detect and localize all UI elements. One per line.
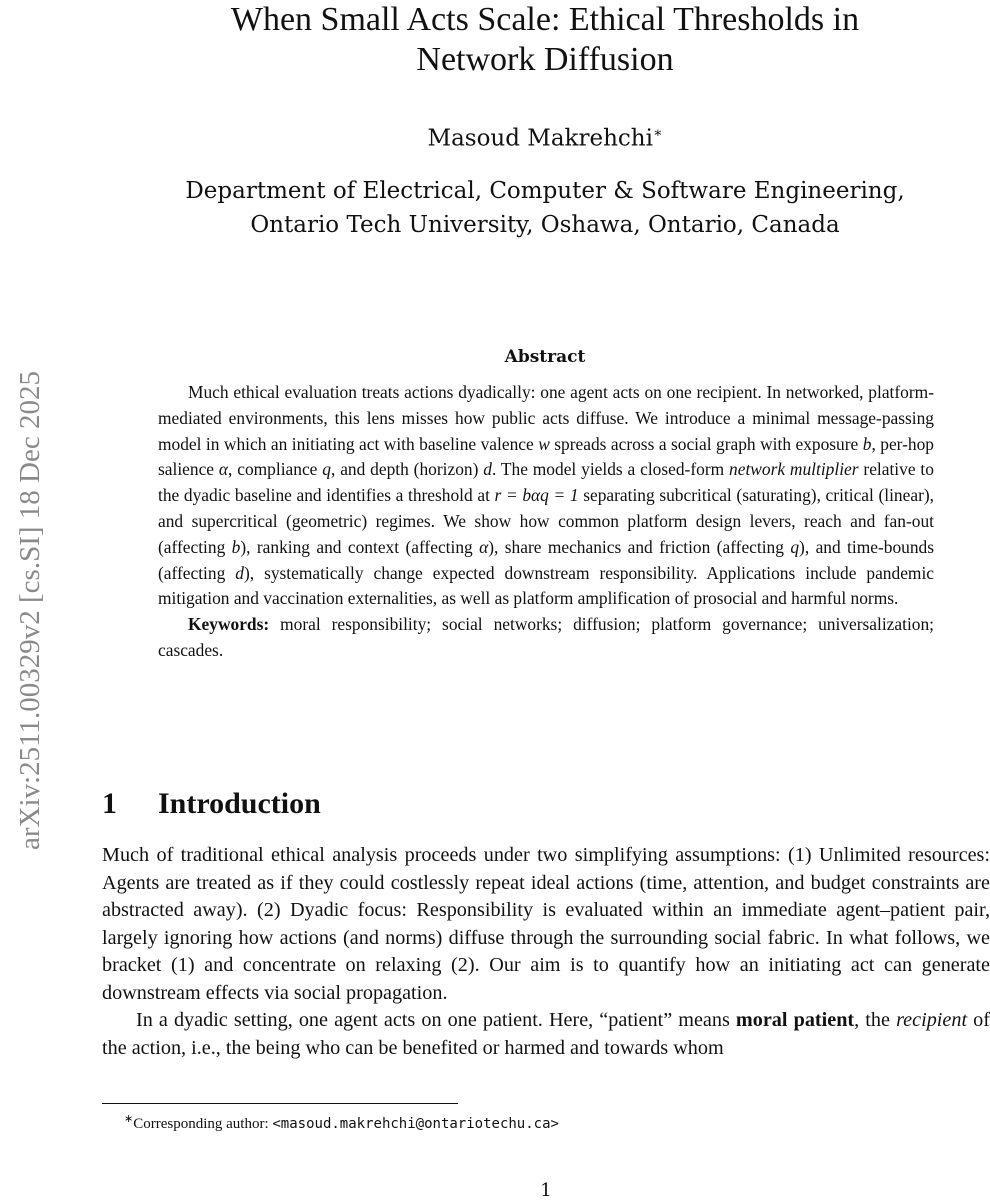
bold-term: moral patient [735,1009,855,1031]
affiliation-line-2: Ontario Tech University, Oshawa, Ontario, Canada [250,212,840,238]
math-var: α [479,536,489,557]
author-email: <masoud.makrehchi@ontariotechu.ca> [272,1116,559,1132]
abstract-text: , and depth (horizon) [330,459,484,480]
math-var: α [218,459,229,480]
author-footnote-mark: ∗ [652,125,663,141]
threshold-formula: r = bαq = 1 [494,485,579,506]
arxiv-sidebar-stamp [8,205,52,850]
abstract-text: , compliance [228,459,323,480]
abstract-text: separating subcritical (saturating), critical (linear), and supercritical (geometric) regimes. We show how common platform design levers, reach and fan-out (affecting [158,485,934,557]
abstract-heading: Abstract [504,347,586,367]
abstract-paragraph [158,380,934,612]
abstract-text: . The model yields a closed-form [491,459,730,480]
math-var: d [483,459,492,480]
page-number: 1 [540,1180,552,1201]
intro-paragraph-1: Much of traditional ethical analysis proceeds under two simplifying assumptions: (1) Unlimited resources: Agents are treated as if they could costlessly repeat ideal actions (time, attention, and budget constraints are abstracted away). (2) Dyadic focus: Responsibility is evaluated within an immediate agent–patient pair, largely ignoring how actions (and norms) diffuse through the surrounding social fabric. In what follows, we bracket (1) and concentrate on relaxing (2). Our aim is to quantify how an initiating act can generate downstream effects via social propagation. [102,844,990,1004]
intro-paragraph-2 [102,1007,990,1062]
author-line [130,118,960,154]
title-line-2: Network Diffusion [416,41,674,78]
section-number: 1 [102,787,117,820]
footnote [124,1108,559,1135]
body-text-run: In a dyadic setting, one agent acts on one patient. Here, “patient” means [136,1009,736,1031]
footnote-divider [102,1103,458,1104]
keywords [158,612,934,664]
title-line-1: When Small Acts Scale: Ethical Thresholds in [230,1,860,38]
footnote-mark: ∗ [124,1113,134,1125]
footnote-label: Corresponding author: [133,1116,273,1132]
math-var: b [862,433,872,454]
abstract-text: spreads across a social graph with exposure [549,433,863,454]
italic-term: recipient [896,1009,968,1031]
introduction-body [102,842,990,1062]
abstract-text: , per-hop salience [158,433,934,480]
abstract-text: ), systematically change expected downstream responsibility. Applications include pandemic mitigation and vaccination externalities, as well as platform amplification of prosocial and harmful norms. [158,562,934,609]
body-text-run: of the action, i.e., the being who can be benefited or harmed and towards whom [102,1009,990,1059]
keywords-list: moral responsibility; social networks; diffusion; platform governance; universalization; cascades. [158,614,934,660]
body-text-run: , the [854,1009,897,1031]
affiliation [130,174,960,242]
emphasis-term: network multiplier [729,459,859,480]
abstract-text: ), share mechanics and friction (affecting [488,536,791,557]
affiliation-line-1: Department of Electrical, Computer & Software Engineering, [185,178,905,204]
section-title: Introduction [158,787,321,820]
abstract-text: ), ranking and context (affecting [240,536,480,557]
author-name: Masoud Makrehchi [427,125,653,152]
abstract-text: Much ethical evaluation treats actions dyadically: one agent acts on one recipient. In networked, platform-mediated environments, this lens misses how public acts diffuse. We introduce a minimal message-passing model in which an initiating act with baseline valence [158,382,934,454]
math-var: d [235,562,244,583]
paper-title [130,0,960,80]
math-var: w [538,433,550,454]
section-heading-introduction [102,785,321,823]
arxiv-identifier: arXiv:2511.00329v2 [cs.SI] 18 Dec 2025 [14,371,46,850]
keywords-label: Keywords: [188,614,270,635]
math-var: q [790,536,800,557]
abstract-text: ), and time-bounds (affecting [158,536,935,583]
abstract-text: relative to the dyadic baseline and identifies a threshold at [158,459,934,506]
abstract-body [158,380,934,664]
math-var: q [322,459,331,480]
math-var: b [231,536,241,557]
